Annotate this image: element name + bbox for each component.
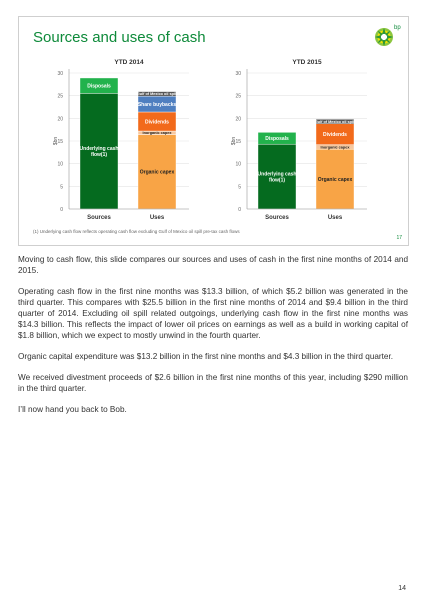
y-tick-label: 20 xyxy=(57,116,63,123)
y-tick-label: 0 xyxy=(60,207,63,213)
chart-title: YTD 2015 xyxy=(292,59,322,66)
segment-label: flow(1) xyxy=(268,177,286,184)
paragraph: I’ll now hand you back to Bob. xyxy=(18,405,127,414)
slide-title: Sources and uses of cash xyxy=(33,29,206,46)
page-number: 14 xyxy=(398,585,406,592)
paragraph: We received divestment proceeds of $2.6 billion in the first nine months of this year, including $290 million in the third quarter. xyxy=(18,373,408,393)
slide-footnote: (1) Underlying cash flow reflects operating cash flow excluding Gulf of Mexico oil spill pre-tax cash flows xyxy=(33,229,240,234)
paragraph: Operating cash flow in the first nine months was $13.3 billion, of which $5.2 billion was generated in the third quarter. This compares with $25.5 billion in the first nine months of 2014 and $9.4 billion in the third quarter of 2014. Excluding oil spill related outgoings, underlying cash flow in the first nine months was $14.3 billion. This reflects the impact of lower oil prices on earnings as well as a build in working capital of $1.8 billion, which we expect to mostly unwind in the fourth quarter. xyxy=(18,287,408,340)
y-tick-label: 30 xyxy=(235,71,241,77)
y-axis-label: $bn xyxy=(53,136,59,146)
y-tick-label: 15 xyxy=(57,139,63,145)
segment-label: Organic capex xyxy=(317,176,353,183)
y-tick-label: 10 xyxy=(235,161,241,168)
segment-label: Underlying cash xyxy=(257,171,297,178)
x-category-label: Sources xyxy=(265,215,289,221)
y-tick-label: 30 xyxy=(57,71,63,77)
slide-frame xyxy=(18,16,409,246)
y-tick-label: 10 xyxy=(57,161,63,168)
chart-title: YTD 2014 xyxy=(114,59,144,66)
speaker-notes xyxy=(18,254,408,425)
y-tick-label: 25 xyxy=(235,93,241,100)
segment-label: flow(1) xyxy=(90,152,108,159)
bp-logo-text: bp xyxy=(394,25,401,31)
y-tick-label: 20 xyxy=(235,116,241,123)
cash-charts xyxy=(19,17,408,245)
x-category-label: Sources xyxy=(87,215,111,221)
y-tick-label: 25 xyxy=(57,93,63,100)
segment-label: Dividends xyxy=(145,119,169,126)
paragraph: Moving to cash flow, this slide compares our sources and uses of cash in the first nine months of 2014 and 2015. xyxy=(18,255,408,275)
segment-label: Underlying cash xyxy=(79,146,119,153)
y-tick-label: 0 xyxy=(238,207,241,213)
y-tick-label: 5 xyxy=(238,184,241,191)
segment-label: Gulf of Mexico oil spill xyxy=(136,92,178,97)
segment-label: Disposals xyxy=(265,136,289,143)
segment-label: Share buybacks xyxy=(137,101,177,108)
y-axis-label: $bn xyxy=(231,136,237,146)
x-category-label: Uses xyxy=(327,215,343,221)
segment-label: Gulf of Mexico oil spill xyxy=(314,119,356,124)
y-tick-label: 15 xyxy=(235,139,241,145)
segment-label: Disposals xyxy=(87,83,111,90)
segment-label: Dividends xyxy=(323,131,347,138)
segment-label: Organic capex xyxy=(139,169,175,176)
slide-page-number: 17 xyxy=(396,235,402,241)
segment-label: Inorganic capex xyxy=(142,131,172,136)
segment-label: Inorganic capex xyxy=(320,145,350,150)
x-category-label: Uses xyxy=(149,215,165,221)
paragraph: Organic capital expenditure was $13.2 billion in the first nine months and $4.3 billion in the third quarter. xyxy=(18,352,394,361)
y-tick-label: 5 xyxy=(60,184,63,191)
